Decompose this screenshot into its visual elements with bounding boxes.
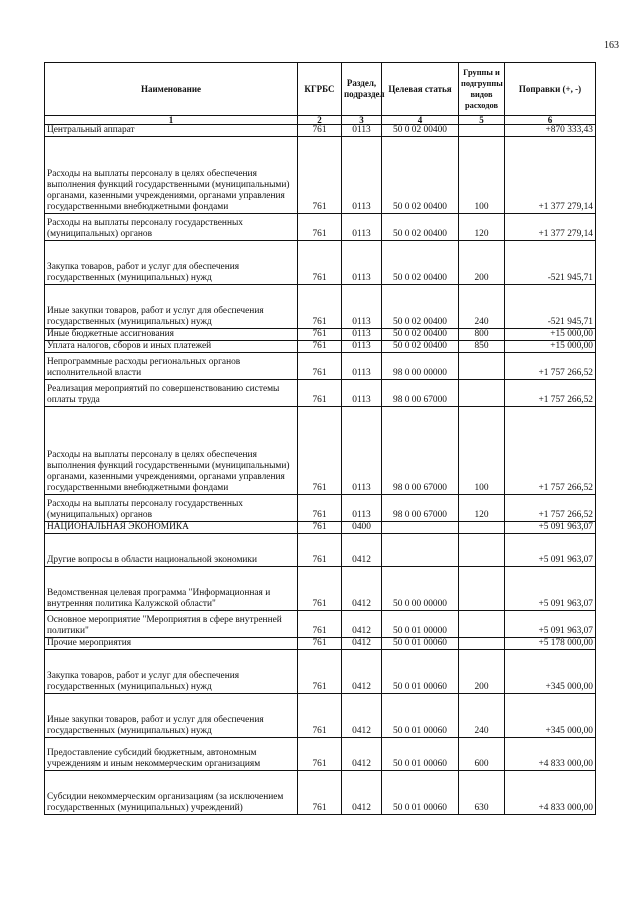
table-row — [45, 137, 596, 214]
row-amount: -521 945,71 — [505, 285, 596, 329]
row-vid: 630 — [459, 771, 505, 815]
row-vid — [459, 125, 505, 137]
table-row — [45, 285, 596, 329]
row-name: Иные закупки товаров, работ и услуг для обеспечения государственных (муниципальных) нужд — [45, 285, 298, 329]
row-vid: 800 — [459, 329, 505, 341]
row-name: Иные бюджетные ассигнования — [45, 329, 298, 341]
column-number: 6 — [505, 116, 596, 125]
row-name: Расходы на выплаты персоналу в целях обеспечения выполнения функций государственными (муниципальными) органами, казенными учреждениями, органами управления государственными внебюджетными фондами — [45, 407, 298, 495]
row-kgrbs: 761 — [298, 407, 342, 495]
row-amount: +4 833 000,00 — [505, 738, 596, 771]
row-razdel: 0113 — [342, 329, 382, 341]
row-amount: +5 091 963,07 — [505, 534, 596, 567]
row-vid: 600 — [459, 738, 505, 771]
header-name: Наименование — [45, 63, 298, 116]
row-name: Расходы на выплаты персоналу государственных (муниципальных) органов — [45, 495, 298, 522]
row-name: Основное мероприятие "Мероприятия в сфере внутренней политики" — [45, 611, 298, 638]
table-row — [45, 214, 596, 241]
row-razdel: 0113 — [342, 341, 382, 353]
budget-table — [44, 62, 596, 815]
table-row — [45, 241, 596, 285]
row-kgrbs: 761 — [298, 650, 342, 694]
row-amount: +1 757 266,52 — [505, 407, 596, 495]
table-row — [45, 522, 596, 534]
row-razdel: 0412 — [342, 567, 382, 611]
row-statya: 98 0 00 00000 — [382, 353, 459, 380]
row-statya: 50 0 01 00060 — [382, 738, 459, 771]
table-row — [45, 694, 596, 738]
row-razdel: 0113 — [342, 353, 382, 380]
row-razdel: 0412 — [342, 534, 382, 567]
row-name: Прочие мероприятия — [45, 638, 298, 650]
row-statya: 50 0 02 00400 — [382, 285, 459, 329]
row-vid — [459, 567, 505, 611]
column-number: 4 — [382, 116, 459, 125]
row-kgrbs: 761 — [298, 125, 342, 137]
row-amount: +345 000,00 — [505, 694, 596, 738]
row-statya: 50 0 01 00000 — [382, 611, 459, 638]
table-row — [45, 380, 596, 407]
table-row — [45, 567, 596, 611]
row-amount: +5 178 000,00 — [505, 638, 596, 650]
header-amount: Поправки (+, -) — [505, 63, 596, 116]
row-vid — [459, 534, 505, 567]
row-name: Расходы на выплаты персоналу в целях обеспечения выполнения функций государственными (муниципальными) органами, казенными учреждениями, органами управления государственными внебюджетными фондами — [45, 137, 298, 214]
row-amount: +1 757 266,52 — [505, 353, 596, 380]
row-name: Реализация мероприятий по совершенствованию системы оплаты труда — [45, 380, 298, 407]
row-amount: +345 000,00 — [505, 650, 596, 694]
row-statya: 50 0 00 00000 — [382, 567, 459, 611]
row-amount: +15 000,00 — [505, 329, 596, 341]
table-row — [45, 738, 596, 771]
row-statya: 50 0 01 00060 — [382, 650, 459, 694]
row-vid: 120 — [459, 214, 505, 241]
row-statya: 98 0 00 67000 — [382, 495, 459, 522]
row-statya: 98 0 00 67000 — [382, 407, 459, 495]
row-kgrbs: 761 — [298, 137, 342, 214]
row-statya — [382, 522, 459, 534]
row-amount: +5 091 963,07 — [505, 567, 596, 611]
row-razdel: 0113 — [342, 285, 382, 329]
column-number: 1 — [45, 116, 298, 125]
row-amount: +15 000,00 — [505, 341, 596, 353]
row-statya: 50 0 02 00400 — [382, 214, 459, 241]
row-vid — [459, 353, 505, 380]
row-name: НАЦИОНАЛЬНАЯ ЭКОНОМИКА — [45, 522, 298, 534]
header-razdel: Раздел, подраздел — [342, 63, 382, 116]
row-kgrbs: 761 — [298, 771, 342, 815]
row-kgrbs: 761 — [298, 567, 342, 611]
row-amount: -521 945,71 — [505, 241, 596, 285]
row-statya: 50 0 02 00400 — [382, 125, 459, 137]
row-razdel: 0412 — [342, 738, 382, 771]
row-vid — [459, 638, 505, 650]
row-name: Другие вопросы в области национальной экономики — [45, 534, 298, 567]
row-name: Закупка товаров, работ и услуг для обеспечения государственных (муниципальных) нужд — [45, 650, 298, 694]
row-amount: +1 757 266,52 — [505, 495, 596, 522]
row-kgrbs: 761 — [298, 611, 342, 638]
column-number: 5 — [459, 116, 505, 125]
row-name: Расходы на выплаты персоналу государственных (муниципальных) органов — [45, 214, 298, 241]
row-vid: 120 — [459, 495, 505, 522]
row-amount: +1 377 279,14 — [505, 137, 596, 214]
row-razdel: 0113 — [342, 125, 382, 137]
row-amount: +4 833 000,00 — [505, 771, 596, 815]
page-number: 163 — [604, 40, 619, 51]
header-statya: Целевая статья — [382, 63, 459, 116]
row-amount: +1 757 266,52 — [505, 380, 596, 407]
row-kgrbs: 761 — [298, 738, 342, 771]
table-row — [45, 341, 596, 353]
row-razdel: 0412 — [342, 694, 382, 738]
row-vid: 240 — [459, 285, 505, 329]
row-statya: 50 0 01 00060 — [382, 694, 459, 738]
row-name: Непрограммные расходы региональных органов исполнительной власти — [45, 353, 298, 380]
column-number: 3 — [342, 116, 382, 125]
row-amount: +1 377 279,14 — [505, 214, 596, 241]
row-razdel: 0412 — [342, 650, 382, 694]
row-kgrbs: 761 — [298, 353, 342, 380]
row-name: Иные закупки товаров, работ и услуг для обеспечения государственных (муниципальных) нужд — [45, 694, 298, 738]
row-kgrbs: 761 — [298, 214, 342, 241]
table-row — [45, 495, 596, 522]
row-name: Ведомственная целевая программа "Информационная и внутренняя политика Калужской области" — [45, 567, 298, 611]
row-kgrbs: 761 — [298, 329, 342, 341]
table-row — [45, 125, 596, 137]
row-kgrbs: 761 — [298, 495, 342, 522]
row-amount: +870 333,43 — [505, 125, 596, 137]
row-statya: 50 0 02 00400 — [382, 341, 459, 353]
row-kgrbs: 761 — [298, 694, 342, 738]
row-razdel: 0113 — [342, 380, 382, 407]
row-kgrbs: 761 — [298, 380, 342, 407]
row-statya: 50 0 02 00400 — [382, 137, 459, 214]
row-vid: 240 — [459, 694, 505, 738]
row-kgrbs: 761 — [298, 285, 342, 329]
row-razdel: 0113 — [342, 407, 382, 495]
row-vid — [459, 611, 505, 638]
header-kgrbs: КГРБС — [298, 63, 342, 116]
row-statya: 50 0 02 00400 — [382, 241, 459, 285]
row-vid: 200 — [459, 650, 505, 694]
row-razdel: 0113 — [342, 137, 382, 214]
row-razdel: 0113 — [342, 241, 382, 285]
row-name: Центральный аппарат — [45, 125, 298, 137]
row-vid — [459, 522, 505, 534]
header-vid: Группы и подгруппы видов расходов — [459, 63, 505, 116]
row-razdel: 0400 — [342, 522, 382, 534]
row-razdel: 0113 — [342, 495, 382, 522]
row-razdel: 0412 — [342, 611, 382, 638]
row-name: Закупка товаров, работ и услуг для обеспечения государственных (муниципальных) нужд — [45, 241, 298, 285]
table-row — [45, 534, 596, 567]
row-name: Уплата налогов, сборов и иных платежей — [45, 341, 298, 353]
table-row — [45, 650, 596, 694]
table-row — [45, 771, 596, 815]
table-row — [45, 353, 596, 380]
table-row — [45, 611, 596, 638]
row-statya: 50 0 01 00060 — [382, 771, 459, 815]
row-vid: 100 — [459, 407, 505, 495]
row-razdel: 0113 — [342, 214, 382, 241]
row-statya: 50 0 01 00060 — [382, 638, 459, 650]
row-statya: 50 0 02 00400 — [382, 329, 459, 341]
row-razdel: 0412 — [342, 638, 382, 650]
row-amount: +5 091 963,07 — [505, 611, 596, 638]
row-kgrbs: 761 — [298, 638, 342, 650]
row-kgrbs: 761 — [298, 341, 342, 353]
column-numbers-row — [45, 116, 596, 125]
column-number: 2 — [298, 116, 342, 125]
row-vid — [459, 380, 505, 407]
row-vid: 850 — [459, 341, 505, 353]
row-name: Предоставление субсидий бюджетным, автономным учреждениям и иным некоммерческим организациям — [45, 738, 298, 771]
table-row — [45, 638, 596, 650]
row-kgrbs: 761 — [298, 522, 342, 534]
header-row — [45, 63, 596, 116]
row-kgrbs: 761 — [298, 241, 342, 285]
row-statya: 98 0 00 67000 — [382, 380, 459, 407]
row-razdel: 0412 — [342, 771, 382, 815]
row-kgrbs: 761 — [298, 534, 342, 567]
table-row — [45, 407, 596, 495]
row-amount: +5 091 963,07 — [505, 522, 596, 534]
table-row — [45, 329, 596, 341]
row-name: Субсидии некоммерческим организациям (за исключением государственных (муниципальных) учреждений) — [45, 771, 298, 815]
row-statya — [382, 534, 459, 567]
row-vid: 100 — [459, 137, 505, 214]
row-vid: 200 — [459, 241, 505, 285]
